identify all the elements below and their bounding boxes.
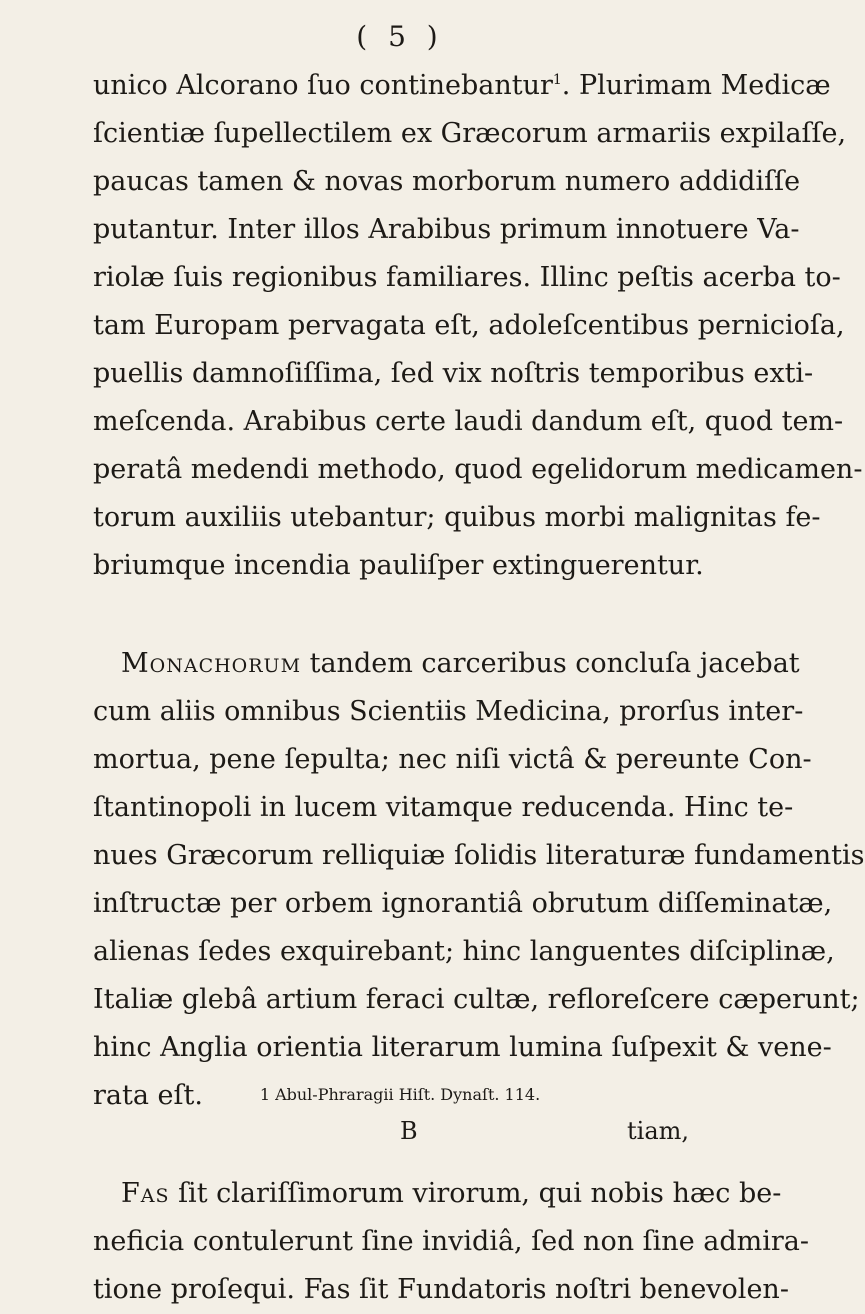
- text-run: ſit clariſſimorum virorum, qui nobis hæc be-: [169, 1178, 782, 1209]
- text-line: [93, 640, 800, 688]
- text-line: briumque incendia pauliſper extinguerentur.: [93, 550, 704, 581]
- text-line: puellis damnoſiſſima, ſed vix noſtris temporibus exti-: [93, 358, 814, 389]
- text-line: mortua, pene ſepulta; nec niſi victâ & pereunte Con-: [93, 744, 812, 775]
- catchword: tiam,: [627, 1117, 690, 1145]
- text-line: torum auxiliis utebantur; quibus morbi malignitas fe-: [93, 502, 821, 533]
- text-line: rata eſt.: [93, 1080, 203, 1111]
- text-line: cum aliis omnibus Scientiis Medicina, prorſus inter-: [93, 696, 804, 727]
- text-run: . Plurimam Medicæ: [561, 70, 831, 101]
- signature-mark: B: [400, 1117, 418, 1145]
- text-line: putantur. Inter illos Arabibus primum innotuere Va-: [93, 214, 800, 245]
- text-run: tandem carceribus concluſa jacebat: [301, 648, 800, 679]
- text-line: ſtantinopoli in lucem vitamque reducenda. Hinc te-: [93, 792, 794, 823]
- text-run: unico Alcorano ſuo continebantur: [93, 70, 553, 101]
- text-line: inſtructæ per orbem ignorantiâ obrutum diſſeminatæ,: [93, 888, 833, 919]
- text-line: alienas ſedes exquirebant; hinc languentes diſciplinæ,: [93, 936, 835, 967]
- text-line: meſcenda. Arabibus certe laudi dandum eſt, quod tem-: [93, 406, 844, 437]
- text-line: nues Græcorum relliquiæ ſolidis literaturæ fundamentis: [93, 840, 865, 871]
- footnote: 1 Abul-Phraragii Hiſt. Dynaſt. 114.: [259, 1085, 541, 1104]
- text-line: riolæ ſuis regionibus familiares. Illinc peſtis acerba to-: [93, 262, 841, 293]
- lead-word: Fas: [121, 1178, 170, 1209]
- text-line: [93, 62, 831, 110]
- text-line: peratâ medendi methodo, quod egelidorum medicamen-: [93, 454, 863, 485]
- paragraph-gap: [93, 590, 723, 640]
- text-line: Italiæ glebâ artium feraci cultæ, refloreſcere cæperunt;: [93, 984, 860, 1015]
- text-line: neficia contulerunt ſine invidiâ, ſed non ſine admira-: [93, 1226, 810, 1257]
- lead-word: Monachorum: [121, 648, 302, 679]
- page-number: ( 5 ): [356, 20, 444, 53]
- text-line: paucas tamen & novas morborum numero addidiſſe: [93, 166, 801, 197]
- text-line: [93, 1170, 782, 1218]
- text-line: tam Europam pervagata eſt, adoleſcentibus pernicioſa,: [93, 310, 845, 341]
- footnote-marker: 1: [552, 72, 562, 88]
- text-line: tione proſequi. Fas ſit Fundatoris noſtri benevolen-: [93, 1274, 789, 1305]
- text-line: hinc Anglia orientia literarum lumina ſuſpexit & vene-: [93, 1032, 832, 1063]
- text-line: ſcientiæ ſupellectilem ex Græcorum armariis expilaſſe,: [93, 118, 847, 149]
